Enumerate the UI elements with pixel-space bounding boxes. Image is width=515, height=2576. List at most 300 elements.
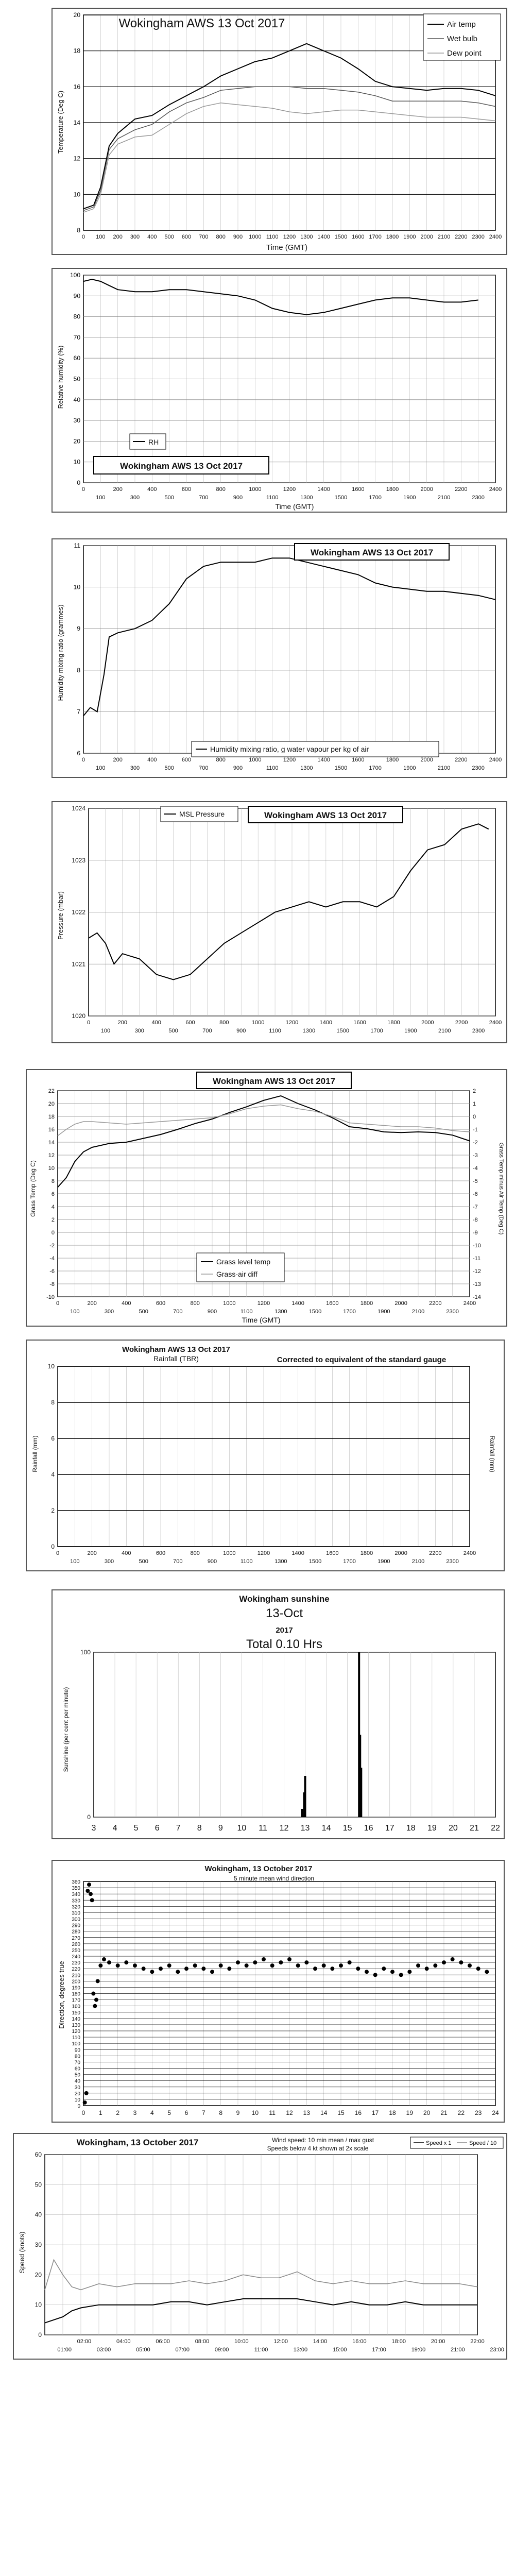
x-axis-label: Time (GMT)	[275, 502, 314, 511]
y-tick-label: 60	[74, 2066, 80, 2072]
data-point	[89, 1892, 93, 1896]
x-tick-label: 19	[406, 2109, 414, 2116]
y2-tick-label: -10	[473, 1243, 481, 1249]
x-tick-label: 2	[116, 2109, 120, 2116]
data-point	[296, 1963, 300, 1968]
x-tick-label: 12	[286, 2109, 293, 2116]
data-point	[451, 1957, 455, 1961]
y-tick-label: 2	[51, 1507, 55, 1514]
y-tick-label: 20	[73, 437, 80, 445]
y-tick-label: 0	[87, 1814, 91, 1821]
x-tick-label: 16:00	[352, 2338, 367, 2345]
grass-temp-chart-panel	[26, 1069, 507, 1327]
data-point	[373, 1973, 377, 1977]
x-tick-label: 100	[70, 1558, 80, 1565]
x-tick-label: 6	[154, 1824, 160, 1833]
x-tick-label: 1400	[291, 1300, 304, 1307]
x-tick-label: 20:00	[431, 2338, 445, 2345]
x-tick-label: 600	[156, 1300, 166, 1307]
y-tick-label: 330	[72, 1898, 80, 1904]
data-point	[245, 1963, 249, 1968]
legend-label-wet-bulb: Wet bulb	[447, 35, 477, 43]
y-tick-label: 250	[72, 1947, 80, 1954]
x-tick-label: 1600	[352, 234, 365, 240]
x-tick-label: 1500	[334, 765, 348, 771]
sunshine-bar	[360, 1768, 362, 1817]
x-tick-label: 1200	[285, 1020, 299, 1026]
x-tick-label: 09:00	[214, 2347, 229, 2353]
y-tick-label: 8	[51, 1399, 55, 1406]
x-tick-label: 500	[139, 1558, 148, 1565]
y-tick-label: 50	[74, 2072, 80, 2078]
y-tick-label: 240	[72, 1954, 80, 1960]
y2-tick-label: -13	[473, 1281, 481, 1287]
rainfall-chart-panel	[26, 1340, 505, 1571]
x-tick-label: 1400	[317, 486, 330, 493]
pressure-chart-panel	[52, 801, 507, 1043]
x-tick-label: 700	[173, 1558, 183, 1565]
x-tick-label: 1300	[302, 1028, 316, 1034]
x-tick-label: 3	[133, 2109, 137, 2116]
y-tick-label: 30	[74, 2084, 80, 2091]
y-axis-label: Pressure (mbar)	[57, 891, 64, 940]
y2-tick-label: -9	[473, 1230, 478, 1236]
x-tick-label: 2400	[489, 1020, 502, 1026]
x-tick-label: 1200	[283, 757, 296, 763]
y-tick-label: 80	[74, 2054, 80, 2060]
y-tick-label: 12	[48, 1153, 55, 1159]
x-tick-label: 1500	[336, 1028, 349, 1034]
y-tick-label: 140	[72, 2016, 80, 2022]
plot-area	[72, 805, 502, 1034]
x-tick-label: 200	[113, 234, 123, 240]
y-tick-label: 160	[72, 2004, 80, 2010]
x-tick-label: 2100	[437, 765, 451, 771]
legend-label-dew-point: Dew point	[447, 49, 482, 58]
x-tick-label: 1700	[343, 1309, 356, 1315]
x-tick-label: 1300	[274, 1558, 287, 1565]
data-point	[468, 1963, 472, 1968]
wind-direction-chart	[53, 1861, 504, 2122]
x-tick-label: 12:00	[273, 2338, 288, 2345]
x-tick-label: 1900	[404, 1028, 417, 1034]
x-tick-label: 17	[371, 2109, 379, 2116]
y2-tick-label: -14	[473, 1294, 481, 1300]
temperature-chart	[53, 9, 506, 254]
y-tick-label: -10	[46, 1294, 55, 1300]
y2-tick-label: 2	[473, 1088, 476, 1094]
x-tick-label: 2000	[421, 1020, 434, 1026]
x-tick-label: 500	[164, 234, 174, 240]
data-point	[365, 1970, 369, 1974]
x-tick-label: 700	[199, 234, 209, 240]
legend	[192, 741, 439, 757]
data-point	[159, 1967, 163, 1971]
chart-title: Wokingham AWS 13 Oct 2017	[212, 1076, 336, 1086]
x-tick-label: 800	[216, 757, 226, 763]
y-tick-label: 11	[74, 542, 80, 549]
x-tick-label: 600	[181, 234, 192, 240]
y-tick-label: 70	[73, 333, 80, 341]
y-tick-label: 180	[72, 1991, 80, 1997]
data-point	[322, 1963, 326, 1968]
x-axis-label: Time (GMT)	[266, 243, 308, 252]
legend-label-mixing-ratio: Humidity mixing ratio, g water vapour per kg of air	[210, 745, 369, 753]
x-tick-label: 200	[87, 1300, 97, 1307]
humidity-chart-panel	[52, 268, 507, 513]
x-tick-label: 13:00	[293, 2347, 308, 2353]
x-tick-label: 04:00	[116, 2338, 131, 2345]
y-tick-label: 6	[51, 1435, 55, 1442]
x-tick-label: 20	[423, 2109, 431, 2116]
x-tick-label: 1700	[369, 234, 382, 240]
x-tick-label: 1000	[223, 1300, 236, 1307]
y-tick-label: 1022	[72, 908, 85, 916]
y2-tick-label: -11	[473, 1256, 481, 1262]
x-tick-label: 2000	[394, 1300, 407, 1307]
x-tick-label: 400	[147, 234, 157, 240]
y-tick-label: 60	[73, 354, 80, 362]
x-tick-label: 300	[130, 495, 140, 501]
chart-date: 13-Oct	[265, 1606, 303, 1620]
plot-frame	[94, 1652, 495, 1817]
y-tick-label: 10	[73, 458, 80, 466]
wind-speed-chart-panel	[13, 2133, 507, 2360]
y-tick-label: 150	[72, 2010, 80, 2016]
data-point	[270, 1963, 274, 1968]
x-tick-label: 0	[56, 1300, 60, 1307]
x-tick-label: 0	[87, 1020, 91, 1026]
x-tick-label: 1200	[283, 486, 296, 493]
y-tick-label: -2	[49, 1243, 55, 1249]
x-tick-label: 03:00	[96, 2347, 111, 2353]
x-tick-label: 10:00	[234, 2338, 249, 2345]
x-tick-label: 2300	[472, 495, 485, 501]
x-tick-label: 1800	[386, 234, 399, 240]
x-tick-label: 1800	[386, 486, 399, 493]
x-tick-label: 1800	[360, 1300, 373, 1307]
y-tick-label: 6	[77, 750, 80, 757]
x-tick-label: 1000	[249, 486, 262, 493]
x-tick-label: 1400	[317, 757, 330, 763]
data-point	[93, 2004, 97, 2008]
data-point	[184, 1967, 188, 1971]
y2-tick-label: -6	[473, 1191, 478, 1197]
x-tick-label: 15	[342, 1824, 352, 1833]
x-tick-label: 1200	[283, 234, 296, 240]
x-tick-label: 1600	[353, 1020, 366, 1026]
chart-note: Corrected to equivalent of the standard gauge	[277, 1355, 447, 1364]
x-tick-label: 23:00	[490, 2347, 504, 2353]
y-tick-label: 10	[35, 2301, 42, 2309]
y-axis-label: Humidity mixing ratio (grammes)	[57, 604, 64, 701]
x-tick-label: 23	[474, 2109, 482, 2116]
data-point	[167, 1963, 171, 1968]
y-tick-label: 90	[73, 292, 80, 300]
data-point	[287, 1957, 291, 1961]
x-tick-label: 100	[96, 234, 106, 240]
data-point	[433, 1963, 437, 1968]
x-tick-label: 15:00	[332, 2347, 347, 2353]
plot-area	[74, 542, 502, 771]
x-tick-label: 900	[233, 765, 243, 771]
data-point	[142, 1967, 146, 1971]
x-tick-label: 02:00	[77, 2338, 92, 2345]
pressure-chart	[53, 802, 506, 1042]
y2-tick-label: -1	[473, 1127, 478, 1133]
data-point	[124, 1960, 128, 1964]
y-tick-label: 14	[48, 1140, 55, 1146]
x-tick-label: 17	[385, 1824, 394, 1833]
plot-area	[72, 1879, 499, 2116]
chart-title: Wokingham, 13 October 2017	[204, 1865, 313, 1873]
x-tick-label: 1600	[326, 1550, 339, 1556]
chart-note-1: Wind speed: 10 min mean / max gust	[271, 2137, 374, 2144]
x-tick-label: 1100	[266, 495, 279, 501]
x-tick-label: 900	[207, 1558, 217, 1565]
y-tick-label: 100	[70, 272, 80, 279]
y-tick-label: 350	[72, 1886, 80, 1892]
x-tick-label: 1100	[269, 1028, 281, 1034]
x-tick-label: 5	[167, 2109, 171, 2116]
x-tick-label: 1600	[352, 486, 365, 493]
x-tick-label: 0	[81, 234, 85, 240]
x-tick-label: 1300	[300, 234, 313, 240]
y-axis-label: Speed (knots)	[18, 2231, 26, 2274]
x-tick-label: 800	[190, 1550, 200, 1556]
x-tick-label: 2100	[437, 495, 451, 501]
x-tick-label: 500	[168, 1028, 178, 1034]
chart-subtitle: Rainfall (TBR)	[153, 1354, 199, 1363]
plot-area	[80, 1649, 500, 1833]
sunshine-bar	[301, 1809, 303, 1817]
y-tick-label: 22	[48, 1088, 55, 1094]
y-tick-label: 100	[80, 1649, 91, 1656]
x-tick-label: 3	[91, 1824, 96, 1833]
plot-area	[48, 1363, 476, 1565]
x-tick-label: 200	[117, 1020, 128, 1026]
y-tick-label: 20	[74, 2091, 80, 2097]
x-tick-label: 9	[236, 2109, 240, 2116]
x-tick-label: 18	[389, 2109, 396, 2116]
y-tick-label: 290	[72, 1923, 80, 1929]
x-tick-label: 1100	[266, 234, 279, 240]
x-tick-label: 200	[113, 757, 123, 763]
x-tick-label: 11:00	[254, 2347, 268, 2353]
x-tick-label: 14	[320, 2109, 328, 2116]
x-tick-label: 0	[81, 2109, 85, 2116]
x-tick-label: 1500	[334, 495, 348, 501]
x-tick-label: 800	[216, 234, 226, 240]
data-point	[91, 1992, 95, 1996]
chart-title: Wokingham AWS 13 Oct 2017	[122, 1345, 231, 1354]
y-tick-label: 90	[74, 2047, 80, 2054]
x-tick-label: 600	[181, 757, 192, 763]
legend	[161, 806, 238, 822]
legend	[130, 434, 166, 449]
x-tick-label: 1700	[369, 765, 382, 771]
rainfall-chart	[27, 1341, 504, 1570]
sunshine-bar	[304, 1776, 306, 1817]
y-tick-label: 20	[48, 1101, 55, 1107]
data-point	[193, 1963, 197, 1968]
y-tick-label: 0	[77, 479, 80, 486]
x-tick-label: 18	[406, 1824, 416, 1833]
x-tick-label: 1600	[326, 1300, 339, 1307]
data-point	[279, 1960, 283, 1964]
y-tick-label: 6	[51, 1191, 55, 1197]
x-tick-label: 15	[337, 2109, 345, 2116]
data-point	[407, 1970, 411, 1974]
data-point	[236, 1960, 240, 1964]
data-point	[476, 1967, 480, 1971]
x-tick-label: 0	[56, 1550, 60, 1556]
x-tick-label: 1400	[319, 1020, 333, 1026]
y-tick-label: 100	[72, 2041, 80, 2047]
x-tick-label: 100	[100, 1028, 111, 1034]
y2-tick-label: -2	[473, 1140, 478, 1146]
x-tick-label: 9	[218, 1824, 223, 1833]
x-tick-label: 500	[164, 495, 174, 501]
y-tick-label: 130	[72, 2022, 80, 2028]
legend-label-msl-pressure: MSL Pressure	[179, 810, 225, 818]
chart-title: Wokingham AWS 13 Oct 2017	[310, 548, 434, 557]
y-tick-label: 170	[72, 1997, 80, 2004]
y-tick-label: 20	[73, 11, 80, 19]
y-tick-label: 18	[73, 47, 80, 55]
x-tick-label: 100	[70, 1309, 80, 1315]
legend-label-speed-x1: Speed x 1	[426, 2140, 452, 2146]
y-tick-label: 40	[73, 396, 80, 403]
y-tick-label: 60	[35, 2151, 42, 2158]
data-point	[107, 1960, 111, 1964]
y-tick-label: 30	[35, 2241, 42, 2248]
y-axis-label-left: Grass Temp (Deg C)	[29, 1160, 37, 1217]
x-tick-label: 1100	[240, 1558, 253, 1565]
y-tick-label: 40	[74, 2078, 80, 2084]
x-tick-label: 1100	[266, 765, 279, 771]
x-tick-label: 21:00	[451, 2347, 465, 2353]
y-tick-label: 280	[72, 1929, 80, 1935]
x-tick-label: 0	[81, 757, 85, 763]
y-axis-label-left: Rainfall (mm)	[31, 1435, 39, 1472]
legend-label-grass-level-temp: Grass level temp	[216, 1258, 271, 1266]
y-tick-label: 16	[73, 83, 80, 91]
data-point	[262, 1957, 266, 1961]
y-tick-label: 80	[73, 313, 80, 320]
x-tick-label: 400	[147, 486, 157, 493]
x-tick-label: 01:00	[57, 2347, 72, 2353]
x-tick-label: 1200	[257, 1300, 270, 1307]
data-point	[330, 1967, 334, 1971]
x-tick-label: 800	[216, 486, 226, 493]
chart-note-2: Speeds below 4 kt shown at 2x scale	[267, 2145, 369, 2152]
x-tick-label: 2200	[455, 1020, 468, 1026]
x-tick-label: 2300	[446, 1558, 459, 1565]
data-point	[201, 1967, 205, 1971]
x-tick-label: 1800	[360, 1550, 373, 1556]
y-tick-label: 10	[73, 191, 80, 198]
y-tick-label: 10	[73, 583, 80, 591]
x-tick-label: 100	[96, 765, 106, 771]
data-point	[176, 1970, 180, 1974]
x-tick-label: 2100	[438, 1028, 451, 1034]
x-tick-label: 11	[269, 2109, 276, 2116]
x-tick-label: 7	[201, 2109, 205, 2116]
x-tick-label: 600	[181, 486, 192, 493]
x-tick-label: 14:00	[313, 2338, 328, 2345]
data-point	[313, 1967, 317, 1971]
y-tick-label: 70	[74, 2060, 80, 2066]
legend-label-grass-air-diff: Grass-air diff	[216, 1270, 258, 1278]
x-tick-label: 19	[427, 1824, 437, 1833]
y-tick-label: 2	[51, 1217, 55, 1223]
data-point	[83, 2100, 87, 2105]
x-tick-label: 1000	[251, 1020, 265, 1026]
data-point	[425, 1967, 429, 1971]
x-tick-label: 16	[364, 1824, 373, 1833]
x-tick-label: 2300	[472, 765, 485, 771]
x-tick-label: 1400	[291, 1550, 304, 1556]
mixing-ratio-chart	[53, 539, 506, 777]
x-tick-label: 1700	[343, 1558, 356, 1565]
x-tick-label: 1700	[369, 495, 382, 501]
data-point	[399, 1973, 403, 1977]
x-tick-label: 900	[233, 495, 243, 501]
x-tick-label: 2200	[455, 234, 468, 240]
x-tick-label: 900	[207, 1309, 217, 1315]
x-tick-label: 600	[156, 1550, 166, 1556]
x-tick-label: 900	[233, 234, 243, 240]
y2-tick-label: -8	[473, 1217, 478, 1223]
y-tick-label: 110	[72, 2035, 80, 2041]
x-tick-label: 300	[134, 1028, 144, 1034]
y-tick-label: 210	[72, 1973, 80, 1979]
y-tick-label: -4	[49, 1256, 55, 1262]
y2-tick-label: 0	[473, 1114, 476, 1120]
y-tick-label: 50	[35, 2181, 42, 2189]
chart-year: 2017	[276, 1626, 293, 1635]
x-tick-label: 1900	[377, 1309, 390, 1315]
chart-subtitle: 5 minute mean wind direction	[233, 1875, 315, 1882]
y-tick-label: -6	[49, 1268, 55, 1275]
x-tick-label: 1500	[334, 234, 348, 240]
y-tick-label: 10	[74, 2097, 80, 2103]
x-tick-label: 13	[300, 1824, 310, 1833]
y-tick-label: 50	[73, 375, 80, 383]
x-tick-label: 06:00	[156, 2338, 170, 2345]
y2-tick-label: -4	[473, 1165, 478, 1172]
x-tick-label: 2000	[420, 757, 433, 763]
data-point	[219, 1963, 223, 1968]
y-axis-label: Sunshine (per cent per minute)	[62, 1687, 70, 1772]
x-tick-label: 0	[81, 486, 85, 493]
y-tick-label: 340	[72, 1892, 80, 1898]
x-tick-label: 1100	[240, 1309, 253, 1315]
x-tick-label: 2000	[420, 486, 433, 493]
x-axis-label: Time (GMT)	[242, 1316, 281, 1324]
y-tick-label: 200	[72, 1979, 80, 1985]
x-tick-label: 1000	[223, 1550, 236, 1556]
data-point	[485, 1970, 489, 1974]
x-tick-label: 300	[104, 1558, 114, 1565]
y2-tick-label: -5	[473, 1178, 478, 1184]
y-tick-label: 0	[51, 1230, 55, 1236]
x-tick-label: 2200	[429, 1300, 442, 1307]
x-tick-label: 300	[130, 234, 140, 240]
y-tick-label: 30	[73, 417, 80, 425]
data-point	[356, 1967, 360, 1971]
